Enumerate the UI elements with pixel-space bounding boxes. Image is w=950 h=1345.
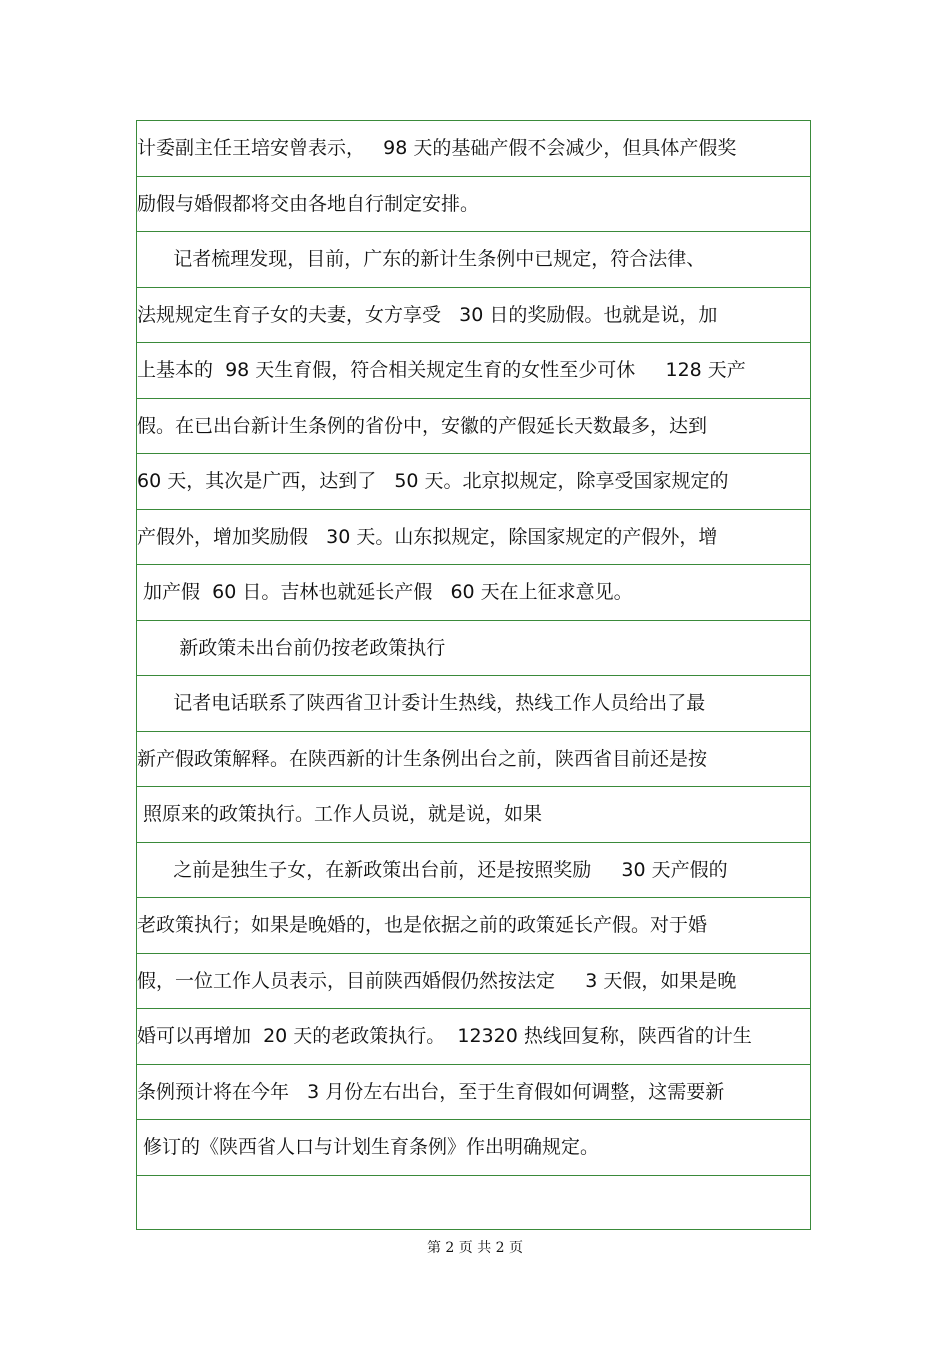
text-line — [137, 843, 810, 899]
text-line-content: 假。在已出台新计生条例的省份中，安徽的产假延长天数最多，达到 — [137, 414, 708, 437]
text-line-content: 修订的《陕西省人口与计划生育条例》作出明确规定。 — [137, 1136, 600, 1158]
text-line-content: 计委副主任王培安曾表示， 98 天的基础产假不会减少，但具体产假奖 — [137, 137, 737, 159]
text-line-content: 法规规定生育子女的夫妻，女方享受 30 日的奖励假。也就是说，加 — [137, 303, 718, 326]
text-line-content: 记者电话联系了陕西省卫计委计生热线，热线工作人员给出了最 — [137, 692, 706, 714]
text-line — [137, 1120, 810, 1176]
text-line — [137, 565, 810, 621]
page-number-footer: 第 2 页 共 2 页 — [426, 1240, 524, 1256]
text-line — [137, 177, 810, 233]
text-line — [137, 787, 810, 843]
text-line — [137, 232, 810, 288]
ruled-text-box — [136, 120, 811, 1230]
text-line — [137, 676, 810, 732]
text-line — [137, 1065, 810, 1121]
empty-line — [137, 1176, 810, 1232]
text-line — [137, 454, 810, 510]
text-line — [137, 121, 810, 177]
text-line-content: 照原来的政策执行。工作人员说，就是说，如果 — [137, 803, 543, 825]
text-line — [137, 1009, 810, 1065]
text-line-content: 60 天，其次是广西，达到了 50 天。北京拟规定，除享受国家规定的 — [137, 470, 729, 492]
text-line-content: 新产假政策解释。在陕西新的计生条例出台之前，陕西省目前还是按 — [137, 747, 708, 770]
text-line-content: 之前是独生子女，在新政策出台前，还是按照奖励 30 天产假的 — [137, 858, 728, 881]
text-line-content: 励假与婚假都将交由各地自行制定安排。 — [137, 192, 480, 215]
text-line-content: 记者梳理发现，目前，广东的新计生条例中已规定，符合法律、 — [137, 248, 706, 270]
text-line-content: 条例预计将在今年 3 月份左右出台，至于生育假如何调整，这需要新 — [137, 1080, 725, 1103]
text-line — [137, 510, 810, 566]
text-line — [137, 343, 810, 399]
text-line-content: 老政策执行；如果是晚婚的，也是依据之前的政策延长产假。对于婚 — [137, 914, 708, 936]
text-line-content: 上基本的 98 天生育假，符合相关规定生育的女性至少可休 128 天产 — [137, 359, 746, 381]
text-line-content: 产假外，增加奖励假 30 天。山东拟规定，除国家规定的产假外，增 — [137, 525, 718, 548]
text-line-content: 假，一位工作人员表示，目前陕西婚假仍然按法定 3 天假，如果是晚 — [137, 969, 737, 992]
section-heading-line — [137, 621, 810, 677]
section-heading: 新政策未出台前仍按老政策执行 — [137, 636, 446, 659]
text-line — [137, 288, 810, 344]
text-line-content: 婚可以再增加 20 天的老政策执行。 12320 热线回复称，陕西省的计生 — [137, 1025, 752, 1047]
text-line — [137, 954, 810, 1010]
text-line — [137, 898, 810, 954]
text-line — [137, 732, 810, 788]
text-line — [137, 399, 810, 455]
text-line-content: 加产假 60 日。吉林也就延长产假 60 天在上征求意见。 — [137, 581, 633, 603]
